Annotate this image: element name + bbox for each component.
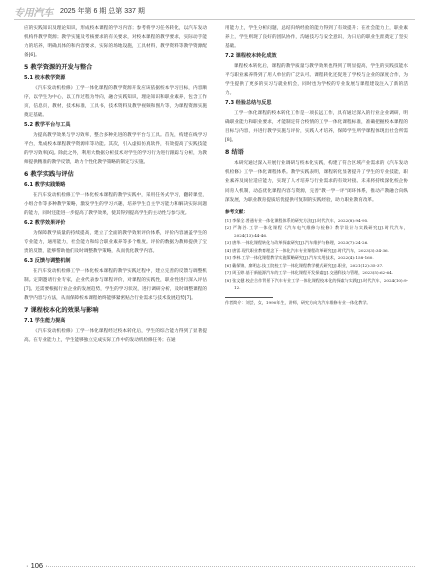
- section-heading-6: 6 教学实践与评估: [24, 171, 74, 179]
- paragraph: 本研究通过深入开展行业调研与校本化实践，构建了符合区域产业需求的《汽车发动机检修》工学一体化课程体系。教学实践表明，课程转化显著提升了学生的专业技能，职业素养及岗位适应能力，实现了人才培养与行业需求的有效对接。未来将持续深化校企协同育人机制，动态优化课程内容与资源，完善"教一学一评"闭环体系，推动产教融合向纵深发展，为职业教育提质培优提供可复制的实践经验，助力职业教育改革。: [225, 161, 408, 203]
- reference-item: [3] 唐华.一体化课程转化与改革探索研究[J].汽车维护与修理，2023(7):24-26.: [225, 240, 369, 246]
- subsection-heading-7-1: 7.1 学生能力提高: [24, 318, 66, 325]
- section-heading-5: 5 教学资源的开发与整合: [24, 64, 93, 72]
- paragraph: 在汽车发动机检修工学一体化校本课程的教学实践中，采用任务式学习，翻转课堂，小组合作等多种教学策略，激发学生的学习兴趣，培养学生自主学习能力和解决实际问题的能力，同时还能进一步提高了教学效果，使其得到提高学生的主动性与参与度。: [24, 192, 207, 217]
- paragraph: 在汽车发动机检修工学一体化校本课程的教学实践过程中，建立完善的反馈与调整机制。定期邀请行业专家，企业代表参与课程评价，对课程的实践性，职业性进行深入评估[7]。还需要根据行业企业的发展趋势，学生的学习状况，进行调研分析，及时调整课程的教学内容与方法，从而保障校本课程始终能够紧密贴合行业需求与技术发展趋势[7]。: [24, 268, 207, 301]
- left-column: [24, 24, 207, 554]
- subsection-heading-7-3: 7.3 经验总结与反思: [225, 100, 272, 107]
- references-title: 参考文献：: [225, 209, 248, 215]
- issue-info: 2025 年第 6 期 总第 337 期: [60, 8, 145, 15]
- paragraph: 为保障教学质量的持续提高，建立了全面的教学效果评价体系，评价内容涵盖学生的专业能力，通用能力，社会能力和综合职业素养等多个维度。评价的数据为教师提供了宝贵的反馈，能够帮助他们及时调整教学策略，从而优化教学内容。: [24, 230, 207, 254]
- paragraph: 《汽车发动机检修》工学一体化课程的教学资源开发应该依据校本学习目标，内容顺序，以学生为中心，以工作过程为导向，融合实践知识，理论知识和职业素养，包含工作页，信息页，教材，技术标准，工具书，技术资料及教学视频和图片等，为课程资源实施奠定基础。: [24, 85, 207, 119]
- reference-item: [4] 唐雷.现代职业教育理念下一体化汽车专业课程改革研究[J].时代汽车，2023(3):34-36.: [225, 247, 389, 253]
- journal-logo: 专用汽车: [14, 8, 53, 19]
- reference-item: [5] 李林.工学一体化课程教学实施策略研究[J].汽车实用技术，2022(4):158-160.: [225, 255, 374, 261]
- reference-item: [6] 戴保锦，廖明志.技工院校工学一体化课程教学模式研究[J].职业，2021(12):35-37.: [225, 262, 384, 268]
- reference-item: [8] 张文健.校企合作背景下汽车专业工学一体化课程校本化的探索与实践[J].时代汽车，2024(10):9-12.: [225, 277, 408, 291]
- subsection-heading-7-2: 7.2 课程校本转化成效: [225, 53, 277, 60]
- page-header: [0, 0, 427, 22]
- reference-item: [1] 李保全.普通专业一体化课程体系的研究方法[J].时代汽车，2022(8):94-95.: [225, 217, 369, 223]
- header-rule: [14, 19, 415, 20]
- references: [225, 209, 408, 292]
- paragraph: 应的实践知识及理论知识，形成校本课程的学习内容；参考将学习任务转化，以汽车发动机构件教学资源；教学实施及考核要求的有关要求，对校本课程的教学要求，实际动手能力的培养，明确具体的和内容要求，实际的场地设施，工具材料，教学资料等教学资源配备[6]。: [24, 26, 207, 59]
- reference-list: [225, 217, 408, 292]
- subsection-heading-6-3: 6.3 反馈与调整机制: [24, 258, 71, 265]
- paragraph: 课程校本转化后，课程的教学质量与教学效果也得到了明显提高，学生的实践技能水平与职业素养得到了用人单位的广泛认可。课程转化还促进了学校与企业的深度合作，为学生提供了更多的实习与就业机会，同时也为学校的专业发展与课程建设注入了新的活力。: [225, 63, 408, 97]
- subsection-heading-6-2: 6.2 教学效果评价: [24, 220, 66, 227]
- paragraph: 为提高教学效果与学习效率，整合多种先进的教学平台与工具。首先，构建在线学习平台，集成校本课程教学资源库等功能。其次，引入虚拟仿真软件，有效提高了实践技能的学习效率[6]。除此之外，利用大数据分析技术对学生的学习行为进行跟踪与分析，为教师提供精准的教学反馈，助力个性化教学策略的制定与实施。: [24, 132, 207, 166]
- paragraph: 《汽车发动机检修》工学一体化课程经过校本转化后，学生的综合能力得到了显著提高。在专业能力上，学生能够独立完成实际工作中的发动机检修任务；在通: [24, 328, 207, 343]
- footer-rule: [48, 566, 415, 567]
- paragraph: 用能力上，学生分析问题，总结归纳经验的能力得到了有效提升；在社会能力上，职业素养上，学生则现了良好的团队协作，沟通技巧与安全意识，为日后的职业生涯奠定了坚实基础。: [225, 26, 408, 50]
- subsection-heading-5-1: 5.1 校本教学资源: [24, 75, 66, 82]
- author-bio: 作者简介：刘芸，女，1990年生，讲师，研究方向为汽车维修专业一体化教学。: [225, 299, 371, 305]
- subsection-heading-5-2: 5.2 教学平台与工具: [24, 122, 71, 129]
- section-heading-7: 7 课程校本化的效果与影响: [24, 307, 99, 315]
- section-heading-8: 8 结语: [225, 149, 244, 157]
- bio-divider: [225, 297, 273, 298]
- page-number: · 106 ·: [26, 561, 48, 570]
- right-column: [225, 24, 408, 554]
- reference-item: [7] 周玉婷.基于新能源汽车的工学一体化课程开发探索[J].交通科技与管理，2023(5):62-64.: [225, 270, 394, 276]
- reference-item: [2] 严海谷.工学一体化课程《汽车电气维修与检修》教学设计与实践研究[J].时代汽车，2024(13):44-46.: [225, 225, 408, 238]
- paragraph: 工学一体化课程的校本转化工作是一项长远工作，具有通过深入的行业企业调研，明确职业能力和职业要求，才能制定符合校情的工学一体化课程标准，准确把握校本课程的目标与内容，并进行教学实施与评价，实践人才培养，保障学生所学课程体现出社会所需[8]。: [225, 110, 408, 144]
- subsection-heading-6-1: 6.1 教学实践策略: [24, 182, 66, 189]
